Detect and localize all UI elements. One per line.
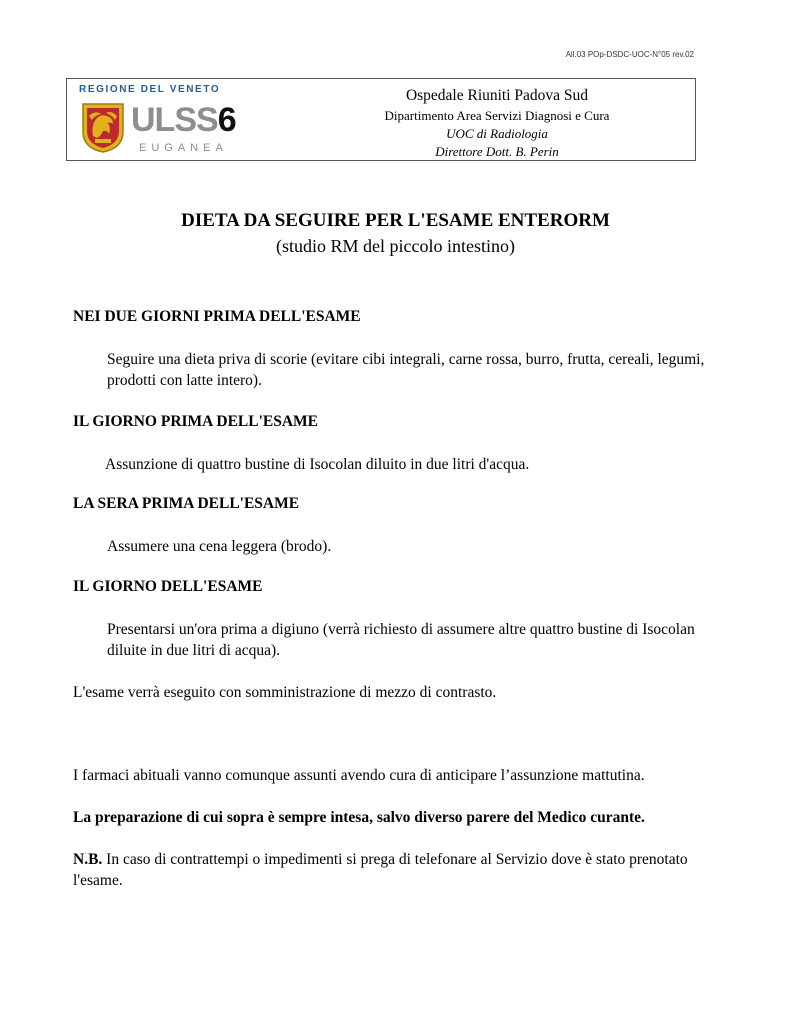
section-body-evening-before: Assumere una cena leggera (brodo). [107,538,332,555]
section-heading-two-days-before: NEI DUE GIORNI PRIMA DELL'ESAME [73,308,361,325]
document-title: DIETA DA SEGUIRE PER L'ESAME ENTERORM [181,210,610,231]
logo-ulss-text [131,100,236,140]
ulss-logo [79,84,236,156]
medication-note: I farmaci abituali vanno comunque assunti avendo cura di anticipare l’assunzione mattutina. [73,767,645,784]
preparation-note: La preparazione di cui sopra è sempre intesa, salvo diverso parere del Medico curante. [73,809,645,826]
logo-ulss-number: 6 [217,101,236,139]
hospital-name: Ospedale Riuniti Padova Sud [405,87,589,104]
section-body-exam-day: Presentarsi un'ora prima a digiuno (verrà richiesto di assumere altre quattro bustine di Isocolan diluite in due litri di acqua). [107,621,695,659]
logo-ulss-letters: ULSS [131,101,218,139]
department-name: Dipartimento Area Servizi Diagnosi e Cura [384,108,610,123]
hospital-info [307,85,687,161]
lion-crest-icon [81,102,125,154]
section-body-two-days-before: Seguire una dieta priva di scorie (evitare cibi integrali, carne rossa, burro, frutta, cereali, legumi, prodotti con latte intero). [107,351,705,389]
logo-euganea-text: EUGANEA [139,142,228,154]
section-body-day-before: Assunzione di quattro bustine di Isocolan diluito in due litri d'acqua. [105,456,530,473]
nb-label: N.B. [73,851,103,868]
document-code: All.03 POp-DSDC-UOC-N°05 rev.02 [565,50,694,59]
section-heading-evening-before: LA SERA PRIMA DELL'ESAME [73,495,300,512]
nb-note [73,849,733,891]
contrast-note: L'esame verrà eseguito con somministrazione di mezzo di contrasto. [73,684,497,701]
section-heading-day-before: IL GIORNO PRIMA DELL'ESAME [73,413,319,430]
section-heading-exam-day: IL GIORNO DELL'ESAME [73,578,263,595]
director-name: Direttore Dott. B. Perin [435,144,559,159]
letterhead [66,78,696,161]
unit-name: UOC di Radiologia [446,126,548,141]
logo-region-text: REGIONE DEL VENETO [79,84,221,95]
document-subtitle: (studio RM del piccolo intestino) [276,236,515,256]
nb-text: In caso di contrattempi o impedimenti si prega di telefonare al Servizio dove è stato prenotato l'esame. [73,851,688,889]
